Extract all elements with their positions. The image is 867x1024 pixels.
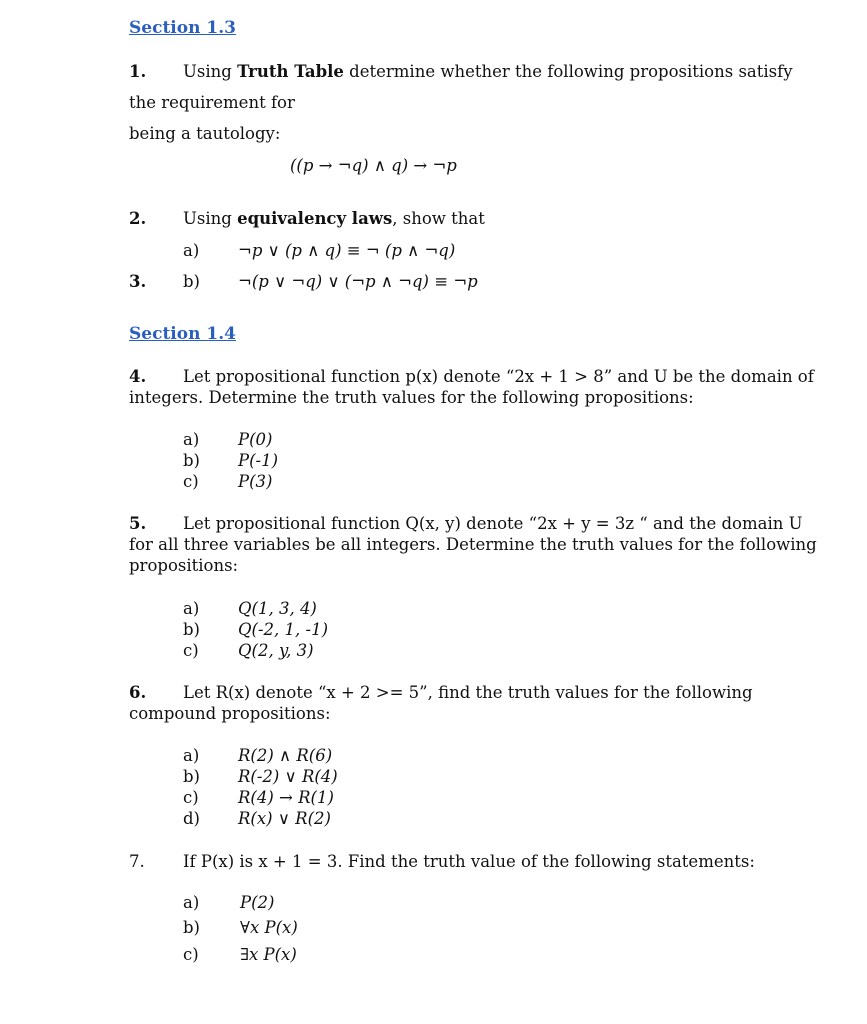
q7-item-a-value: P(2) [240,893,275,912]
q6-text1: Let R(x) denote “x + 2 >= 5”, find the truth values for the following [183,683,753,702]
q1-line3: being a tautology: [129,124,281,143]
q1-line2: the requirement for [129,93,295,112]
q4-item-b-label: b) [183,451,200,470]
section-1-3-heading: Section 1.3 [129,18,236,38]
q7-item-b-value: ∀x P(x) [240,918,298,937]
q6-item-c-value: R(4) → R(1) [238,788,334,807]
q6-text2: compound propositions: [129,704,331,723]
q4-text1: Let propositional function p(x) denote “2x + 1 > 8” and U be the domain of [183,367,814,386]
q7-item-b-label: b) [183,918,200,937]
q5-item-c-label: c) [183,641,199,660]
q6-item-a-value: R(2) ∧ R(6) [238,746,333,765]
q6-item-d-value: R(x) ∨ R(2) [238,809,331,828]
q4-item-a-label: a) [183,430,200,449]
q1-formula: ((p → ¬q) ∧ q) → ¬p [290,156,457,175]
q1-line1-pre: Using [183,62,238,81]
q7-item-c-value: ∃x P(x) [240,945,297,964]
q5-text1: Let propositional function Q(x, y) denote “2x + y = 3z “ and the domain U [183,514,803,533]
q4-item-b-value: P(-1) [238,451,279,470]
q4-item-c-label: c) [183,472,199,491]
q7-item-a-label: a) [183,893,200,912]
q3-number: 3. [129,272,147,291]
q1-number: 1. [129,62,147,81]
q6-item-a-label: a) [183,746,200,765]
q1-line1-post: determine whether the following propositions satisfy [343,62,793,81]
q5-item-b-label: b) [183,620,200,639]
q5-item-c-value: Q(2, y, 3) [238,641,314,660]
q4-item-a-value: P(0) [238,430,273,449]
q5-item-a-label: a) [183,599,200,618]
q7-item-c-label: c) [183,945,199,964]
q2-text [183,208,485,229]
q5-text2: for all three variables be all integers. Determine the truth values for the following [129,535,817,554]
q1-line1 [183,61,793,82]
q5-number: 5. [129,514,147,533]
section-1-4-heading: Section 1.4 [129,324,236,344]
q3-b-formula: ¬(p ∨ ¬q) ∨ (¬p ∧ ¬q) ≡ ¬p [238,272,478,291]
q3-b-label: b) [183,272,200,291]
q5-text3: propositions: [129,556,239,575]
q4-number: 4. [129,367,147,386]
q5-item-a-value: Q(1, 3, 4) [238,599,317,618]
q2-bold-equivalency: equivalency laws [237,209,393,228]
q6-item-b-value: R(-2) ∨ R(4) [238,767,338,786]
q2-a-formula: ¬p ∨ (p ∧ q) ≡ ¬ (p ∧ ¬q) [238,241,456,260]
q7-text: If P(x) is x + 1 = 3. Find the truth value of the following statements: [183,852,755,871]
q2-post: , show that [392,209,485,228]
q6-item-c-label: c) [183,788,199,807]
q2-pre: Using [183,209,238,228]
q1-bold-truth-table: Truth Table [237,62,344,81]
q6-number: 6. [129,683,147,702]
q6-item-d-label: d) [183,809,200,828]
q4-text2: integers. Determine the truth values for the following propositions: [129,388,694,407]
q5-item-b-value: Q(-2, 1, -1) [238,620,329,639]
q4-item-c-value: P(3) [238,472,273,491]
q7-number: 7. [129,852,145,871]
q6-item-b-label: b) [183,767,200,786]
q2-number: 2. [129,209,147,228]
q2-a-label: a) [183,241,200,260]
